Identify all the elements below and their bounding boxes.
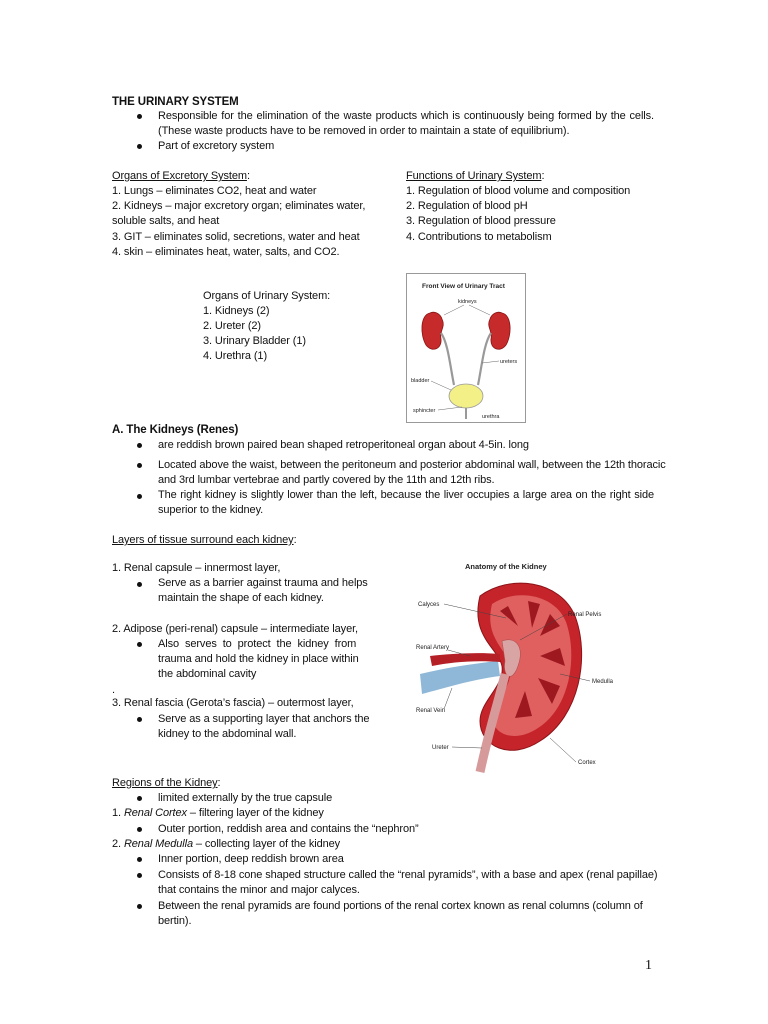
- layers-heading: Layers of tissue surround each kidney:: [112, 534, 297, 546]
- layer-3-text: kidney to the abdominal wall.: [158, 728, 297, 740]
- layer-1-title: 1. Renal capsule – innermost layer,: [112, 562, 281, 574]
- regions-heading: Regions of the Kidney:: [112, 777, 221, 789]
- label-bladder: bladder: [411, 378, 430, 384]
- kidney-bullet-2: Located above the waist, between the peritoneum and posterior abdominal wall, between the 12th thoracic: [158, 459, 666, 471]
- excretory-item: 4. skin – eliminates heat, water, salts, and CO2.: [112, 246, 340, 258]
- intro-text-2: Part of excretory system: [158, 140, 275, 152]
- regions-bullet: limited externally by the true capsule: [158, 792, 333, 804]
- urinary-tract-figure: [406, 273, 526, 423]
- bullet: [137, 114, 142, 119]
- urinary-organ-item: 3. Urinary Bladder (1): [203, 335, 306, 347]
- function-item: 2. Regulation of blood pH: [406, 200, 528, 212]
- layer-2-text: trauma and hold the kidney in place within: [158, 653, 359, 665]
- bullet: [137, 463, 142, 468]
- left-kidney-shape: [422, 312, 443, 349]
- label-ureters: ureters: [500, 359, 518, 365]
- layer-1-text: maintain the shape of each kidney.: [158, 592, 324, 604]
- page-title: THE URINARY SYSTEM: [112, 96, 239, 108]
- renal-medulla-line: 2. Renal Medulla – collecting layer of the kidney: [112, 838, 341, 850]
- label-kidneys: kidneys: [458, 299, 477, 305]
- label-calyces: Calyces: [418, 602, 440, 608]
- function-item: 3. Regulation of blood pressure: [406, 215, 556, 227]
- label-renal-artery: Renal Artery: [416, 645, 450, 651]
- stray-dot: .: [112, 684, 115, 696]
- kidneys-heading: A. The Kidneys (Renes): [112, 424, 239, 436]
- bullet: [137, 873, 142, 878]
- layer-3-title: 3. Renal fascia (Gerota’s fascia) – outermost layer,: [112, 697, 354, 709]
- kidney-bullet-1: are reddish brown paired bean shaped retroperitoneal organ about 4-5in. long: [158, 439, 529, 451]
- bladder-shape: [449, 384, 483, 408]
- excretory-item: soluble salts, and heat: [112, 215, 220, 227]
- urinary-organ-item: 4. Urethra (1): [203, 350, 268, 362]
- medulla-bullet-3: Between the renal pyramids are found portions of the renal cortex known as renal columns (column of: [158, 900, 643, 912]
- bullet: [137, 904, 142, 909]
- function-item: 1. Regulation of blood volume and composition: [406, 185, 631, 197]
- layer-2-text: the abdominal cavity: [158, 668, 257, 680]
- label-renal-pelvis: Renal Pelvis: [568, 612, 602, 618]
- intro-text: Responsible for the elimination of the waste products which is continuously being formed by the cells. (These waste products have to be removed in order to maintain a state of equilibrium).: [158, 110, 654, 137]
- excretory-heading: Organs of Excretory System:: [112, 170, 250, 182]
- medulla-bullet-2: Consists of 8-18 cone shaped structure called the “renal pyramids”, with a base and apex (renal papillae): [158, 869, 658, 881]
- bullet: [137, 494, 142, 499]
- urinary-organ-item: 1. Kidneys (2): [203, 305, 270, 317]
- layer-2-title: 2. Adipose (peri-renal) capsule – intermediate layer,: [112, 623, 359, 635]
- kidney-anatomy-figure: [410, 556, 630, 776]
- urinary-organs-heading: Organs of Urinary System:: [203, 290, 331, 302]
- layer-3-text: Serve as a supporting layer that anchors the: [158, 713, 370, 725]
- function-item: 4. Contributions to metabolism: [406, 231, 552, 243]
- label-renal-vein: Renal Vein: [416, 708, 446, 714]
- bullet: [137, 443, 142, 448]
- excretory-item: 1. Lungs – eliminates CO2, heat and water: [112, 185, 317, 197]
- functions-heading: Functions of Urinary System:: [406, 170, 545, 182]
- kidney-bullet-2-cont: and 3rd lumbar vertebrae and partly covered by the 11th and 12th ribs.: [158, 474, 495, 486]
- medulla-bullet-2-cont: that contains the minor and major calyces.: [158, 884, 360, 896]
- label-sphincter: sphincter: [413, 408, 436, 414]
- renal-cortex-line: 1. Renal Cortex – filtering layer of the kidney: [112, 807, 324, 819]
- figure1-title: Front View of Urinary Tract: [422, 283, 505, 290]
- bullet: [137, 857, 142, 862]
- medulla-bullet-1: Inner portion, deep reddish brown area: [158, 853, 344, 865]
- label-ureter: Ureter: [432, 745, 449, 751]
- page-number: 1: [645, 958, 652, 973]
- right-kidney-shape: [489, 312, 510, 349]
- bullet: [137, 582, 142, 587]
- label-cortex: Cortex: [578, 760, 596, 766]
- excretory-item: 2. Kidneys – major excretory organ; eliminates water,: [112, 200, 366, 212]
- bullet: [137, 717, 142, 722]
- layer-1-text: Serve as a barrier against trauma and helps: [158, 577, 368, 589]
- medulla-bullet-3-cont: bertin).: [158, 915, 192, 927]
- kidney-bullet-3: The right kidney is slightly lower than the left, because the liver occupies a large area on the right side superior to the kidney.: [158, 489, 654, 516]
- label-medulla: Medulla: [592, 679, 614, 685]
- bullet: [137, 796, 142, 801]
- excretory-item: 3. GIT – eliminates solid, secretions, water and heat: [112, 231, 360, 243]
- figure2-title: Anatomy of the Kidney: [465, 562, 547, 571]
- bullet: [137, 642, 142, 647]
- cortex-bullet: Outer portion, reddish area and contains the “nephron”: [158, 823, 419, 835]
- layer-2-text: Also serves to protect the kidney from: [158, 638, 357, 650]
- bullet: [137, 827, 142, 832]
- urinary-organ-item: 2. Ureter (2): [203, 320, 261, 332]
- label-urethra: urethra: [482, 414, 500, 420]
- bullet: [137, 144, 142, 149]
